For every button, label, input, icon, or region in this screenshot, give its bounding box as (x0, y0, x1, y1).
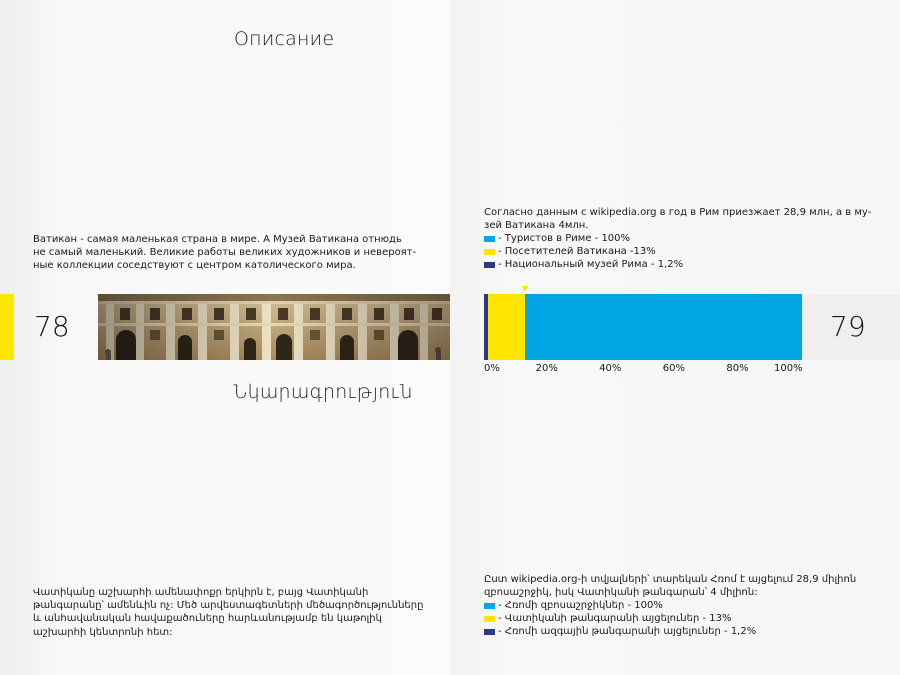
swatch-national (484, 629, 495, 635)
heading-hy: Նկարագրություն (233, 381, 413, 403)
heading-ru: Описание (234, 28, 335, 50)
vatican-marker (522, 286, 528, 292)
legend-item-national-ru (484, 258, 683, 271)
x-tick-label: 60% (662, 363, 686, 374)
x-tick-label: 100% (774, 363, 803, 374)
intro-ru: Согласно данным с wikipedia.org в год в Рим приезжает 28,9 млн, а в му- зей Ватикана 4млн. (484, 207, 872, 232)
page-number-left: 78 (34, 310, 70, 343)
x-tick-label: 80% (726, 363, 749, 374)
page-number-right: 79 (830, 310, 866, 343)
legend-item-vatican-hy (484, 612, 732, 625)
bar-tourists (484, 294, 802, 360)
intro-hy: Ըստ wikipedia.org-ի տվյալների՝ տարեկան Հռոմ է այցելում 28,9 միլիոն զբոսաշրջիկ, իսկ Վատիկանի թանգարան՝ 4 միլիոն: (484, 574, 857, 599)
swatch-vatican (484, 616, 495, 622)
legend-label: - Հռոմի ազգային թանգարանի այցելուներ - 1,2% (498, 626, 757, 637)
legend-item-tourists-hy (484, 599, 663, 612)
legend-label: - Посетителей Ватикана -13% (498, 246, 656, 257)
x-tick-label: 40% (599, 363, 622, 374)
bar-national (484, 294, 488, 360)
legend-label: - Հռոմի զբոսաշրջիկներ - 100% (498, 600, 663, 611)
swatch-tourists (484, 603, 495, 609)
legend-label: - Վատիկանի թանգարանի այցելուներ - 13% (498, 613, 732, 624)
vatican-museum-photo (98, 294, 450, 360)
x-tick-label: 0% (484, 363, 500, 374)
facade-illustration (98, 294, 450, 360)
swatch-vatican (484, 249, 495, 255)
swatch-national (484, 262, 495, 268)
right-page (450, 0, 900, 675)
x-tick-label: 20% (535, 363, 558, 374)
bar-vatican (484, 294, 525, 360)
legend-item-national-hy (484, 625, 756, 638)
legend-item-tourists-ru (484, 232, 630, 245)
legend-label: - Национальный музей Рима - 1,2% (498, 259, 684, 270)
page-tab (0, 294, 14, 360)
description-ru: Ватикан - самая маленькая страна в мире. А Музей Ватикана отнюдь не самый маленький. Великие работы великих художников и невероят- ные коллекции соседствуют с центром католического мира. (33, 234, 417, 272)
legend-item-vatican-ru (484, 245, 656, 258)
description-hy: Վատիկանը աշխարհի ամենափոքր երկիրն է, բայց Վատիկանի թանգարանը՝ ամենևին ոչ: Մեծ արվեստագետների մեծագործությունները և անհավանական հավաքածուները հարևանությամբ են կաթոլիկ աշխարհի կենտրոնի հետ: (33, 587, 424, 638)
swatch-tourists (484, 236, 495, 242)
legend-label: - Туристов в Риме - 100% (498, 233, 631, 244)
